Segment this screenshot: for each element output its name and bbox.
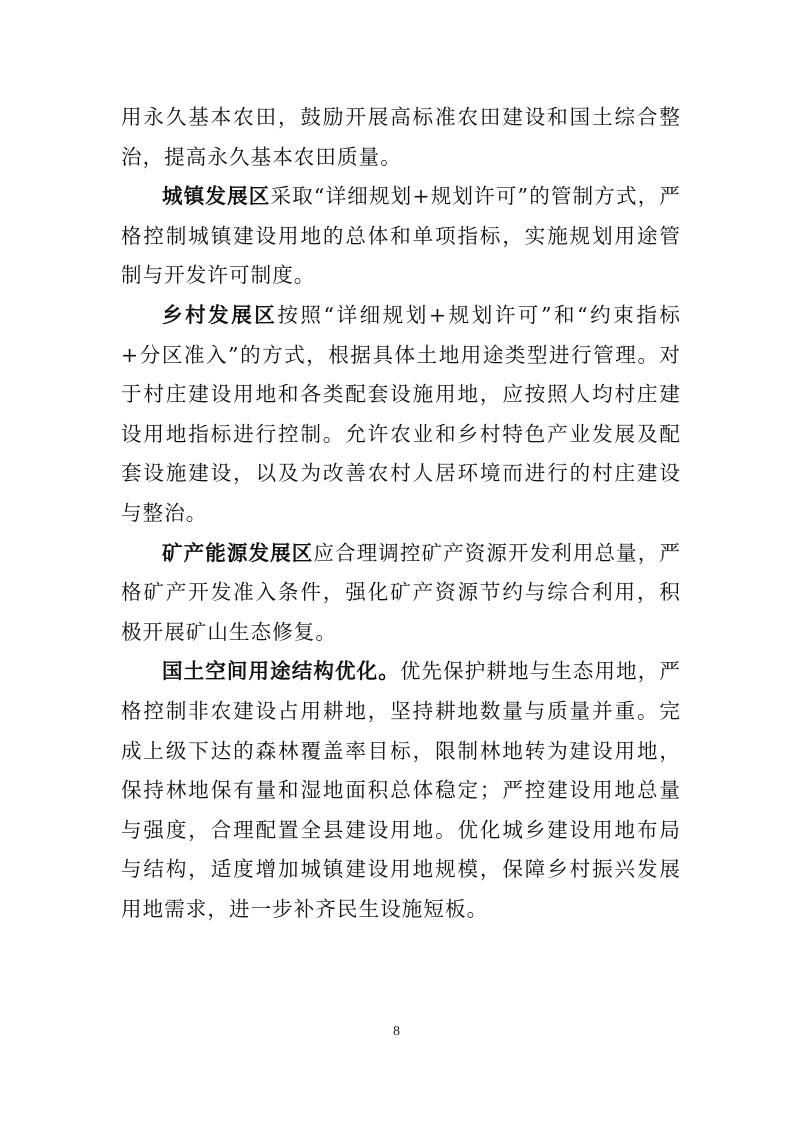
paragraph-text: 按照“详细规划+规划许可”和“约束指标+分区准入”的方式，根据具体土地用途类型进行管理。对于村庄建设用地和各类配套设施用地，应按照人均村庄建设用地指标进行控制。允许农业和乡村特色产业发展及配套设施建设，以及为改善农村人居环境而进行的村庄建设与整治。 <box>121 302 681 525</box>
paragraph-heading: 矿产能源发展区 <box>162 540 314 565</box>
paragraph-heading: 国土空间用途结构优化。 <box>162 659 400 684</box>
paragraph-farmland-continuation <box>121 98 681 177</box>
paragraph-land-use-structure <box>121 652 681 929</box>
paragraph-text: 采取“详细规划+规划许可”的管制方式，严格控制城镇建设用地的总体和单项指标，实施规划用途管制与开发许可制度。 <box>121 184 682 288</box>
paragraph-rural-development-zone <box>121 296 681 534</box>
paragraph-text: 应合理调控矿产资源开发利用总量，严格矿产开发准入条件，强化矿产资源节约与综合利用，积极开展矿山生态修复。 <box>121 540 682 644</box>
paragraph-urban-development-zone <box>121 177 681 296</box>
page-number: 8 <box>393 1024 400 1039</box>
paragraph-heading: 城镇发展区 <box>162 184 271 209</box>
paragraph-heading: 乡村发展区 <box>162 302 278 327</box>
paragraph-text: 用永久基本农田，鼓励开展高标准农田建设和国土综合整治，提高永久基本农田质量。 <box>121 105 681 169</box>
paragraph-mining-energy-zone <box>121 534 681 653</box>
document-body <box>121 98 681 929</box>
paragraph-text: 优先保护耕地与生态用地，严格控制非农建设占用耕地，坚持耕地数量与质量并重。完成上级下达的森林覆盖率目标，限制林地转为建设用地，保持林地保有量和湿地面积总体稳定；严控建设用地总量与强度，合理配置全县建设用地。优化城乡建设用地布局与结构，适度增加城镇建设用地规模，保障乡村振兴发展用地需求，进一步补齐民生设施短板。 <box>121 659 681 921</box>
